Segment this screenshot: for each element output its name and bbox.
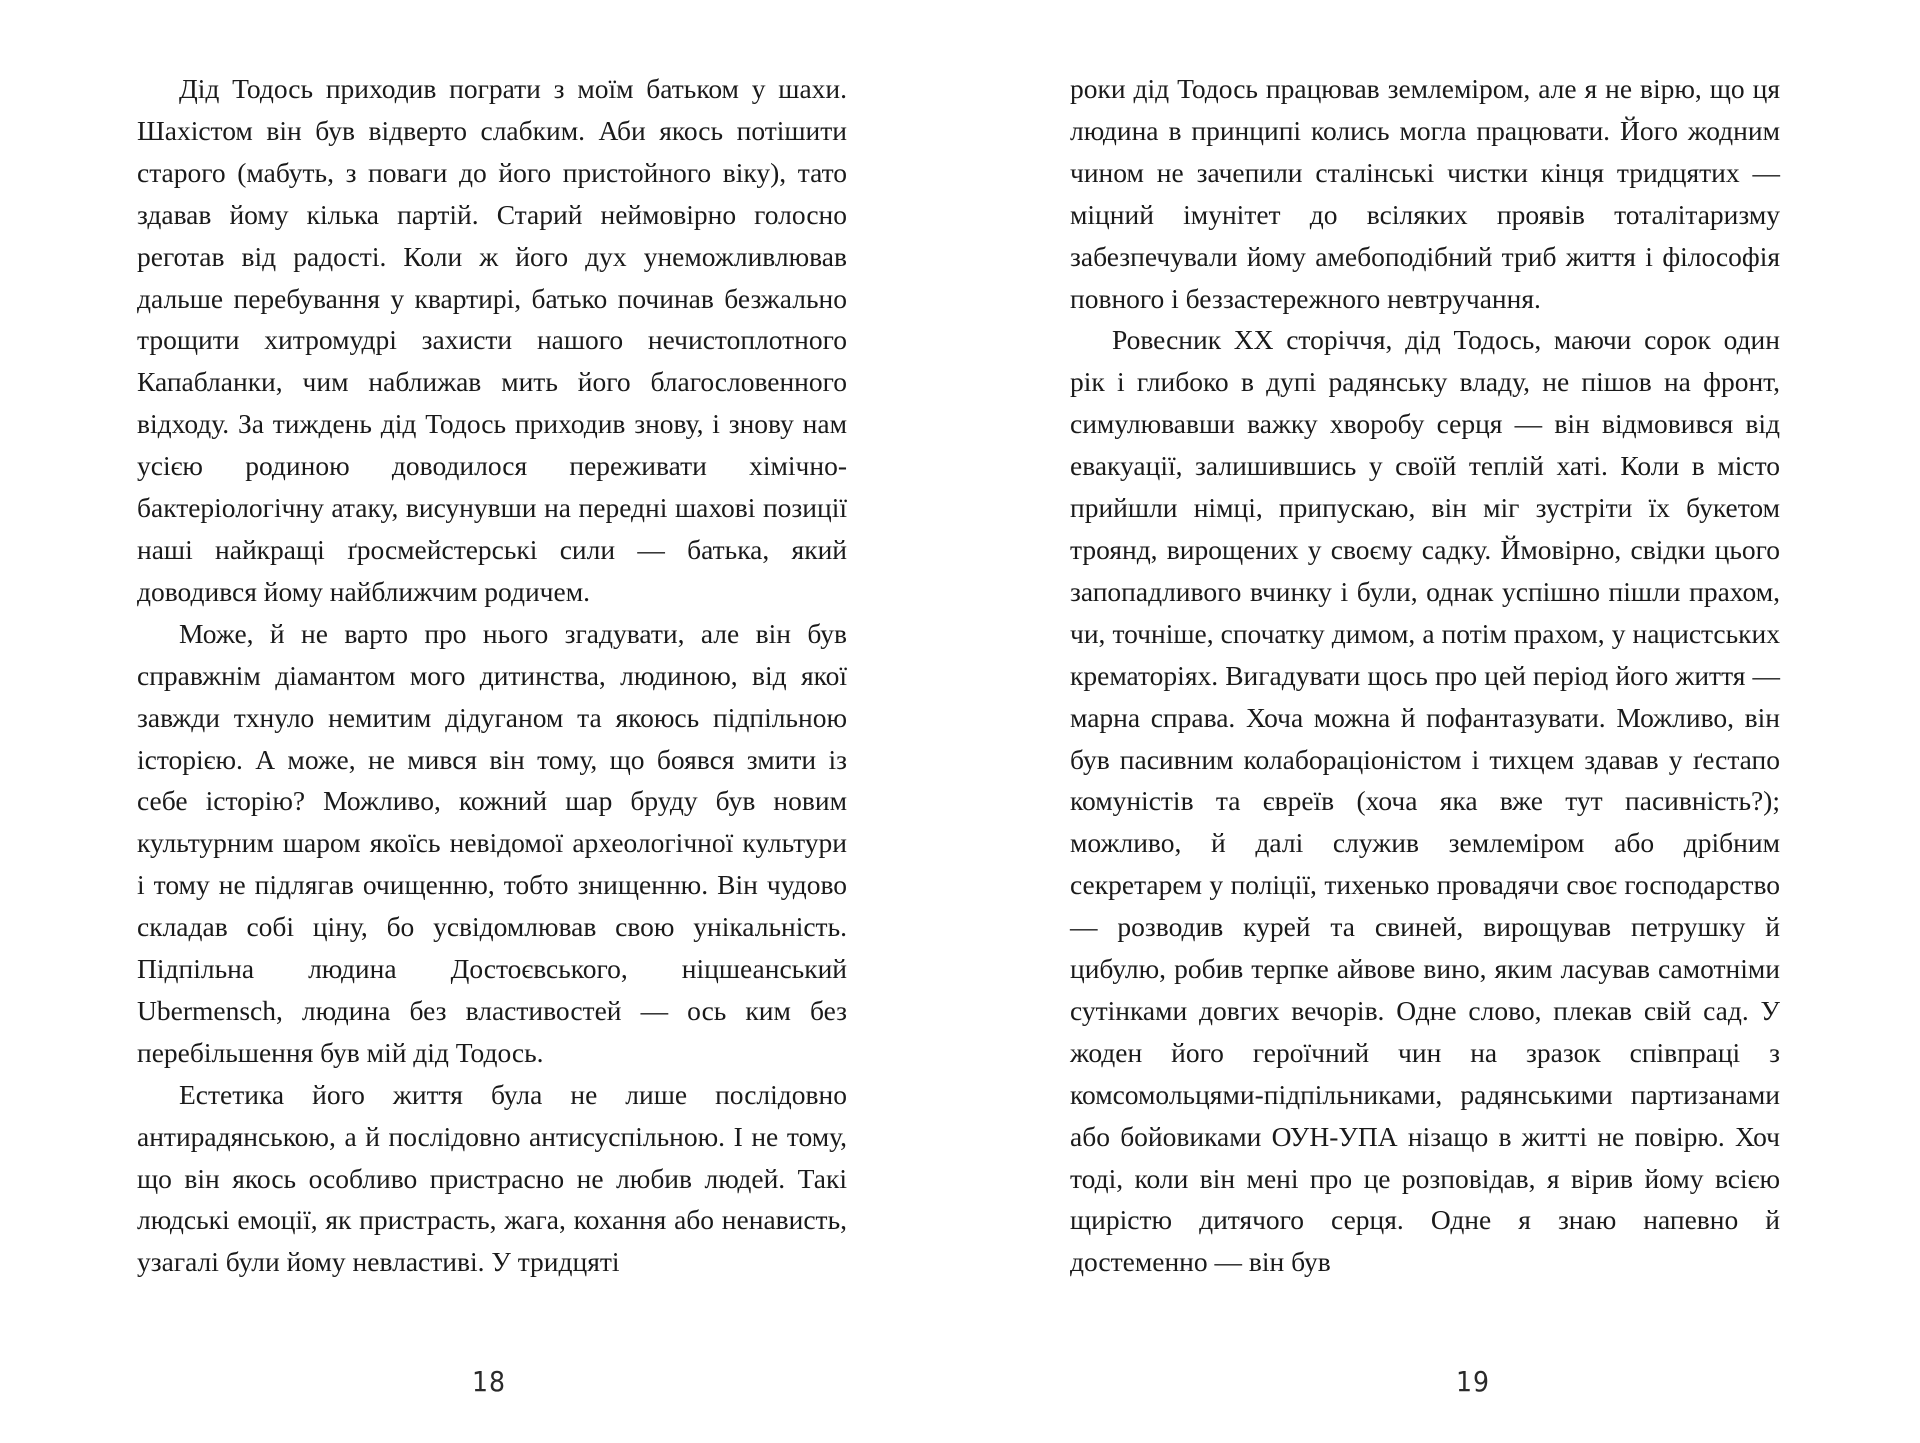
paragraph: Може, й не варто про нього згадувати, але він був справжнім діамантом мого дитинства, людиною, від якої завжди тхнуло немитим дідуганом та якоюсь підпільною історією. А може, не мився він тому, що боявся змити із себе історію? Можливо, кожний шар бруду був новим культурним шаром якоїсь невідомої археологічної культури і тому не підлягав очищенню, тобто знищенню. Він чудово складав собі ціну, бо усвідомлював свою унікальність. Підпільна людина Достоєвського, ніцшеанський Ubermensch, людина без властивостей — ось ким без перебільшення був мій дід Тодось. <box>137 617 847 1068</box>
left-page-text <box>137 68 847 1283</box>
right-page <box>960 0 1920 1443</box>
paragraph: Естетика його життя була не лише послідовно антирадянською, а й послідовно антисуспільною. І не тому, що він якось особливо пристрасно не любив людей. Такі людські емоції, як пристрасть, жага, кохання або ненависть, узагалі були йому невластиві. У тридцяті <box>137 1078 847 1278</box>
paragraph: роки дід Тодось працював землеміром, але я не вірю, що ця людина в принципі колись могла працювати. Його жодним чином не зачепили сталінські чистки кінця тридцятих — міцний імунітет до всіляких проявів тоталітаризму забезпечували йому амебоподібний триб життя і філософія повного і беззастережного невтручання. <box>1070 73 1780 314</box>
right-page-text <box>1070 68 1780 1283</box>
page-number: 18 <box>471 1365 507 1398</box>
page-number: 19 <box>1455 1365 1491 1398</box>
paragraph: Ровесник XX сторіччя, дід Тодось, маючи сорок один рік і глибоко в дупі радянську владу, не пішов на фронт, симулювавши важку хворобу серця — він відмовився від евакуації, залишившись у своїй теплій хаті. Коли в місто прийшли німці, припускаю, він міг зустріти їх букетом троянд, вирощених у своєму садку. Ймовірно, свідки цього запопадливого вчинку і були, однак успішно пішли прахом, чи, точніше, спочатку димом, а потім прахом, у нацистських крематоріях. Вигадувати щось про цей період його життя — марна справа. Хоча можна й пофантазувати. Можливо, він був пасивним колабораціоністом і тихцем здавав у ґестапо комуністів та євреїв (хоча яка вже тут пасивність?); можливо, й далі служив землеміром або дрібним секретарем у поліції, тихенько провадячи своє господарство — розводив курей та свиней, вирощував петрушку й цибулю, робив терпке айвове вино, яким ласував самотніми сутінками довгих вечорів. Одне слово, плекав свій сад. У жоден його героїчний чин на зразок співпраці з комсомольцями-підпільниками, радянськими партизанами або бойовиками ОУН-УПА нізащо в житті не повірю. Хоч тоді, коли він мені про це розповідав, я вірив йому всією щирістю дитячого серця. Одне я знаю напевно й достеменно — він був <box>1070 324 1780 1278</box>
paragraph: Дід Тодось приходив пограти з моїм батьком у шахи. Шахістом він був відверто слабким. Аби якось потішити старого (мабуть, з поваги до його пристойного віку), тато здавав йому кілька партій. Старий неймовірно голосно реготав від радості. Коли ж його дух унеможливлював дальше перебування у квартирі, батько починав безжально трощити хитромудрі захисти нашого нечистоплотного Капабланки, чим наближав мить його благословенного відходу. За тиждень дід Тодось приходив знову, і знову нам усією родиною доводилося переживати хімічно-бактеріологічну атаку, висунувши на передні шахові позиції наші найкращі ґросмейстерські сили — батька, який доводився йому найближчим родичем. <box>137 73 847 607</box>
